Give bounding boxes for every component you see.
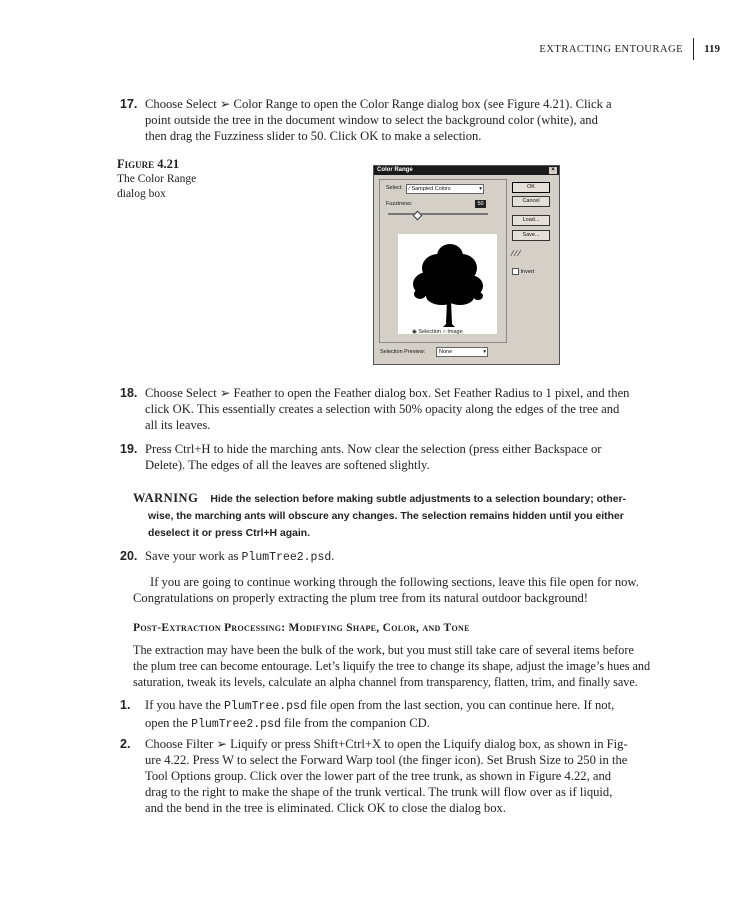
step-17: [120, 96, 685, 144]
close-icon[interactable]: ×: [549, 167, 557, 174]
step-line: Press Ctrl+H to hide the marching ants. Now clear the selection (press either Backspace or: [145, 442, 602, 456]
step-1: [120, 697, 685, 733]
step-2: [120, 736, 685, 816]
page-number: 119: [704, 43, 720, 55]
paragraph: [133, 642, 685, 690]
warning-title: WARNING: [133, 491, 199, 505]
preview-value: None: [439, 349, 453, 355]
preview-label: Selection Preview:: [380, 349, 426, 355]
warning-box: [133, 490, 683, 542]
invert-checkbox[interactable]: [512, 268, 519, 275]
step-text: file from the companion CD.: [280, 716, 430, 730]
step-text: file open from the last section, you can continue here. If not,: [306, 698, 615, 712]
ok-button[interactable]: OK: [512, 182, 550, 193]
select-row: [386, 185, 403, 191]
radio-selected-icon[interactable]: ◉: [412, 329, 417, 335]
save-button[interactable]: Save...: [512, 230, 550, 241]
section-heading: Post-Extraction Processing: Modifying Shape, Color, and Tone: [133, 622, 470, 634]
warning-line: deselect it or press Ctrl+H again.: [148, 528, 310, 539]
step-line: [145, 715, 685, 733]
radio-selection-label: Selection: [418, 329, 441, 335]
radio-group: [412, 329, 463, 335]
cancel-button[interactable]: Cancel: [512, 196, 550, 207]
figure-caption: [117, 157, 196, 202]
step-18: [120, 385, 685, 433]
fuzziness-label: Fuzziness:: [386, 201, 413, 207]
select-label: Select:: [386, 185, 403, 191]
paragraph: [133, 574, 685, 606]
figure-number: Figure 4.21: [117, 157, 180, 171]
step-line: Tool Options group. Click over the lower part of the tree trunk, as shown in Figure 4.22, and: [145, 769, 612, 783]
step-line: [145, 548, 685, 566]
radio-image-label: Image: [447, 329, 463, 335]
step-line: point outside the tree in the document window to select the background color (white), and: [145, 113, 598, 127]
para-line: If you are going to continue working through the following sections, leave this file open for now.: [150, 575, 639, 589]
step-number: 17.: [120, 97, 138, 111]
chevron-down-icon: ▾: [479, 186, 482, 192]
step-line: drag to the right to make the shape of the trunk vertical. The trunk will flow over as if liquid,: [145, 785, 613, 799]
dialog-titlebar: [374, 166, 559, 175]
invert-row: [512, 268, 534, 275]
running-header: [539, 38, 720, 60]
eyedropper-tools: [512, 249, 522, 258]
chevron-down-icon: ▾: [483, 349, 486, 355]
fuzziness-input[interactable]: 50: [475, 200, 486, 208]
warning-line: wise, the marching ants will obscure any changes. The selection remains hidden until you either: [148, 511, 624, 522]
step-number: 2.: [120, 737, 131, 751]
para-line: Congratulations on properly extracting the plum tree from its natural outdoor background!: [133, 591, 589, 605]
eyedropper-icon: ⁄: [409, 186, 410, 192]
step-line: Choose Select ➢ Feather to open the Feather dialog box. Set Feather Radius to 1 pixel, and then: [145, 386, 630, 400]
tree-silhouette: [398, 234, 497, 334]
step-line: click OK. This essentially creates a selection with 50% opacity along the edges of the tree and: [145, 402, 620, 416]
eyedropper-icon[interactable]: ⁄: [512, 249, 516, 258]
radio-empty-icon[interactable]: ○: [442, 329, 446, 335]
step-text: Save your work as: [145, 549, 242, 563]
filename: PlumTree2.psd: [191, 718, 281, 731]
figure-caption-line: dialog box: [117, 188, 166, 200]
step-number: 1.: [120, 698, 131, 712]
step-number: 18.: [120, 386, 138, 400]
eyedropper-plus-icon[interactable]: ⁄: [515, 249, 519, 258]
dialog-main-group: [379, 179, 507, 343]
step-line: [145, 697, 685, 715]
step-text: .: [331, 549, 335, 563]
step-text: If you have the: [145, 698, 225, 712]
dialog-title: Color Range: [377, 167, 413, 173]
step-20: [120, 548, 685, 566]
figure-caption-line: The Color Range: [117, 173, 197, 185]
step-number: 20.: [120, 549, 138, 563]
step-19: [120, 441, 685, 473]
preview-dropdown[interactable]: [436, 347, 488, 357]
select-value: Sampled Colors: [411, 186, 451, 192]
filename: PlumTree2.psd: [241, 551, 332, 564]
fuzziness-slider-track[interactable]: [388, 213, 488, 215]
para-line: saturation, tweak its levels, calculate an alpha channel from transparency, flatten, trim, and finally save.: [133, 675, 638, 689]
para-line: the plum tree can become entourage. Let’s liquify the tree to change its shape, adjust the image’s hues and: [133, 659, 651, 673]
para-line: The extraction may have been the bulk of the work, but you must still take care of several items before: [133, 643, 634, 657]
chapter-title: EXTRACTING ENTOURAGE: [539, 43, 684, 55]
step-text: open the: [145, 716, 192, 730]
selection-preview: [398, 234, 497, 334]
step-line: and the bend in the tree is eliminated. Click OK to close the dialog box.: [145, 801, 506, 815]
load-button[interactable]: Load...: [512, 215, 550, 226]
step-line: Delete). The edges of all the leaves are softened slightly.: [145, 458, 430, 472]
step-line: Choose Select ➢ Color Range to open the Color Range dialog box (see Figure 4.21). Click a: [145, 97, 612, 111]
step-line: Choose Filter ➢ Liquify or press Shift+Ctrl+X to open the Liquify dialog box, as shown in Fig-: [145, 737, 628, 751]
step-line: then drag the Fuzziness slider to 50. Click OK to make a selection.: [145, 129, 482, 143]
select-dropdown[interactable]: [406, 184, 484, 194]
warning-body: [133, 490, 683, 508]
step-line: ure 4.22. Press W to select the Forward Warp tool (the finger icon). Set Brush Size to 250 in the: [145, 753, 628, 767]
color-range-dialog: [373, 165, 560, 365]
filename: PlumTree.psd: [224, 700, 307, 713]
warning-line: Hide the selection before making subtle adjustments to a selection boundary; other-: [210, 494, 627, 505]
step-number: 19.: [120, 442, 138, 456]
step-line: all its leaves.: [145, 418, 211, 432]
invert-label: Invert: [520, 268, 535, 275]
eyedropper-minus-icon[interactable]: ⁄: [518, 249, 523, 258]
